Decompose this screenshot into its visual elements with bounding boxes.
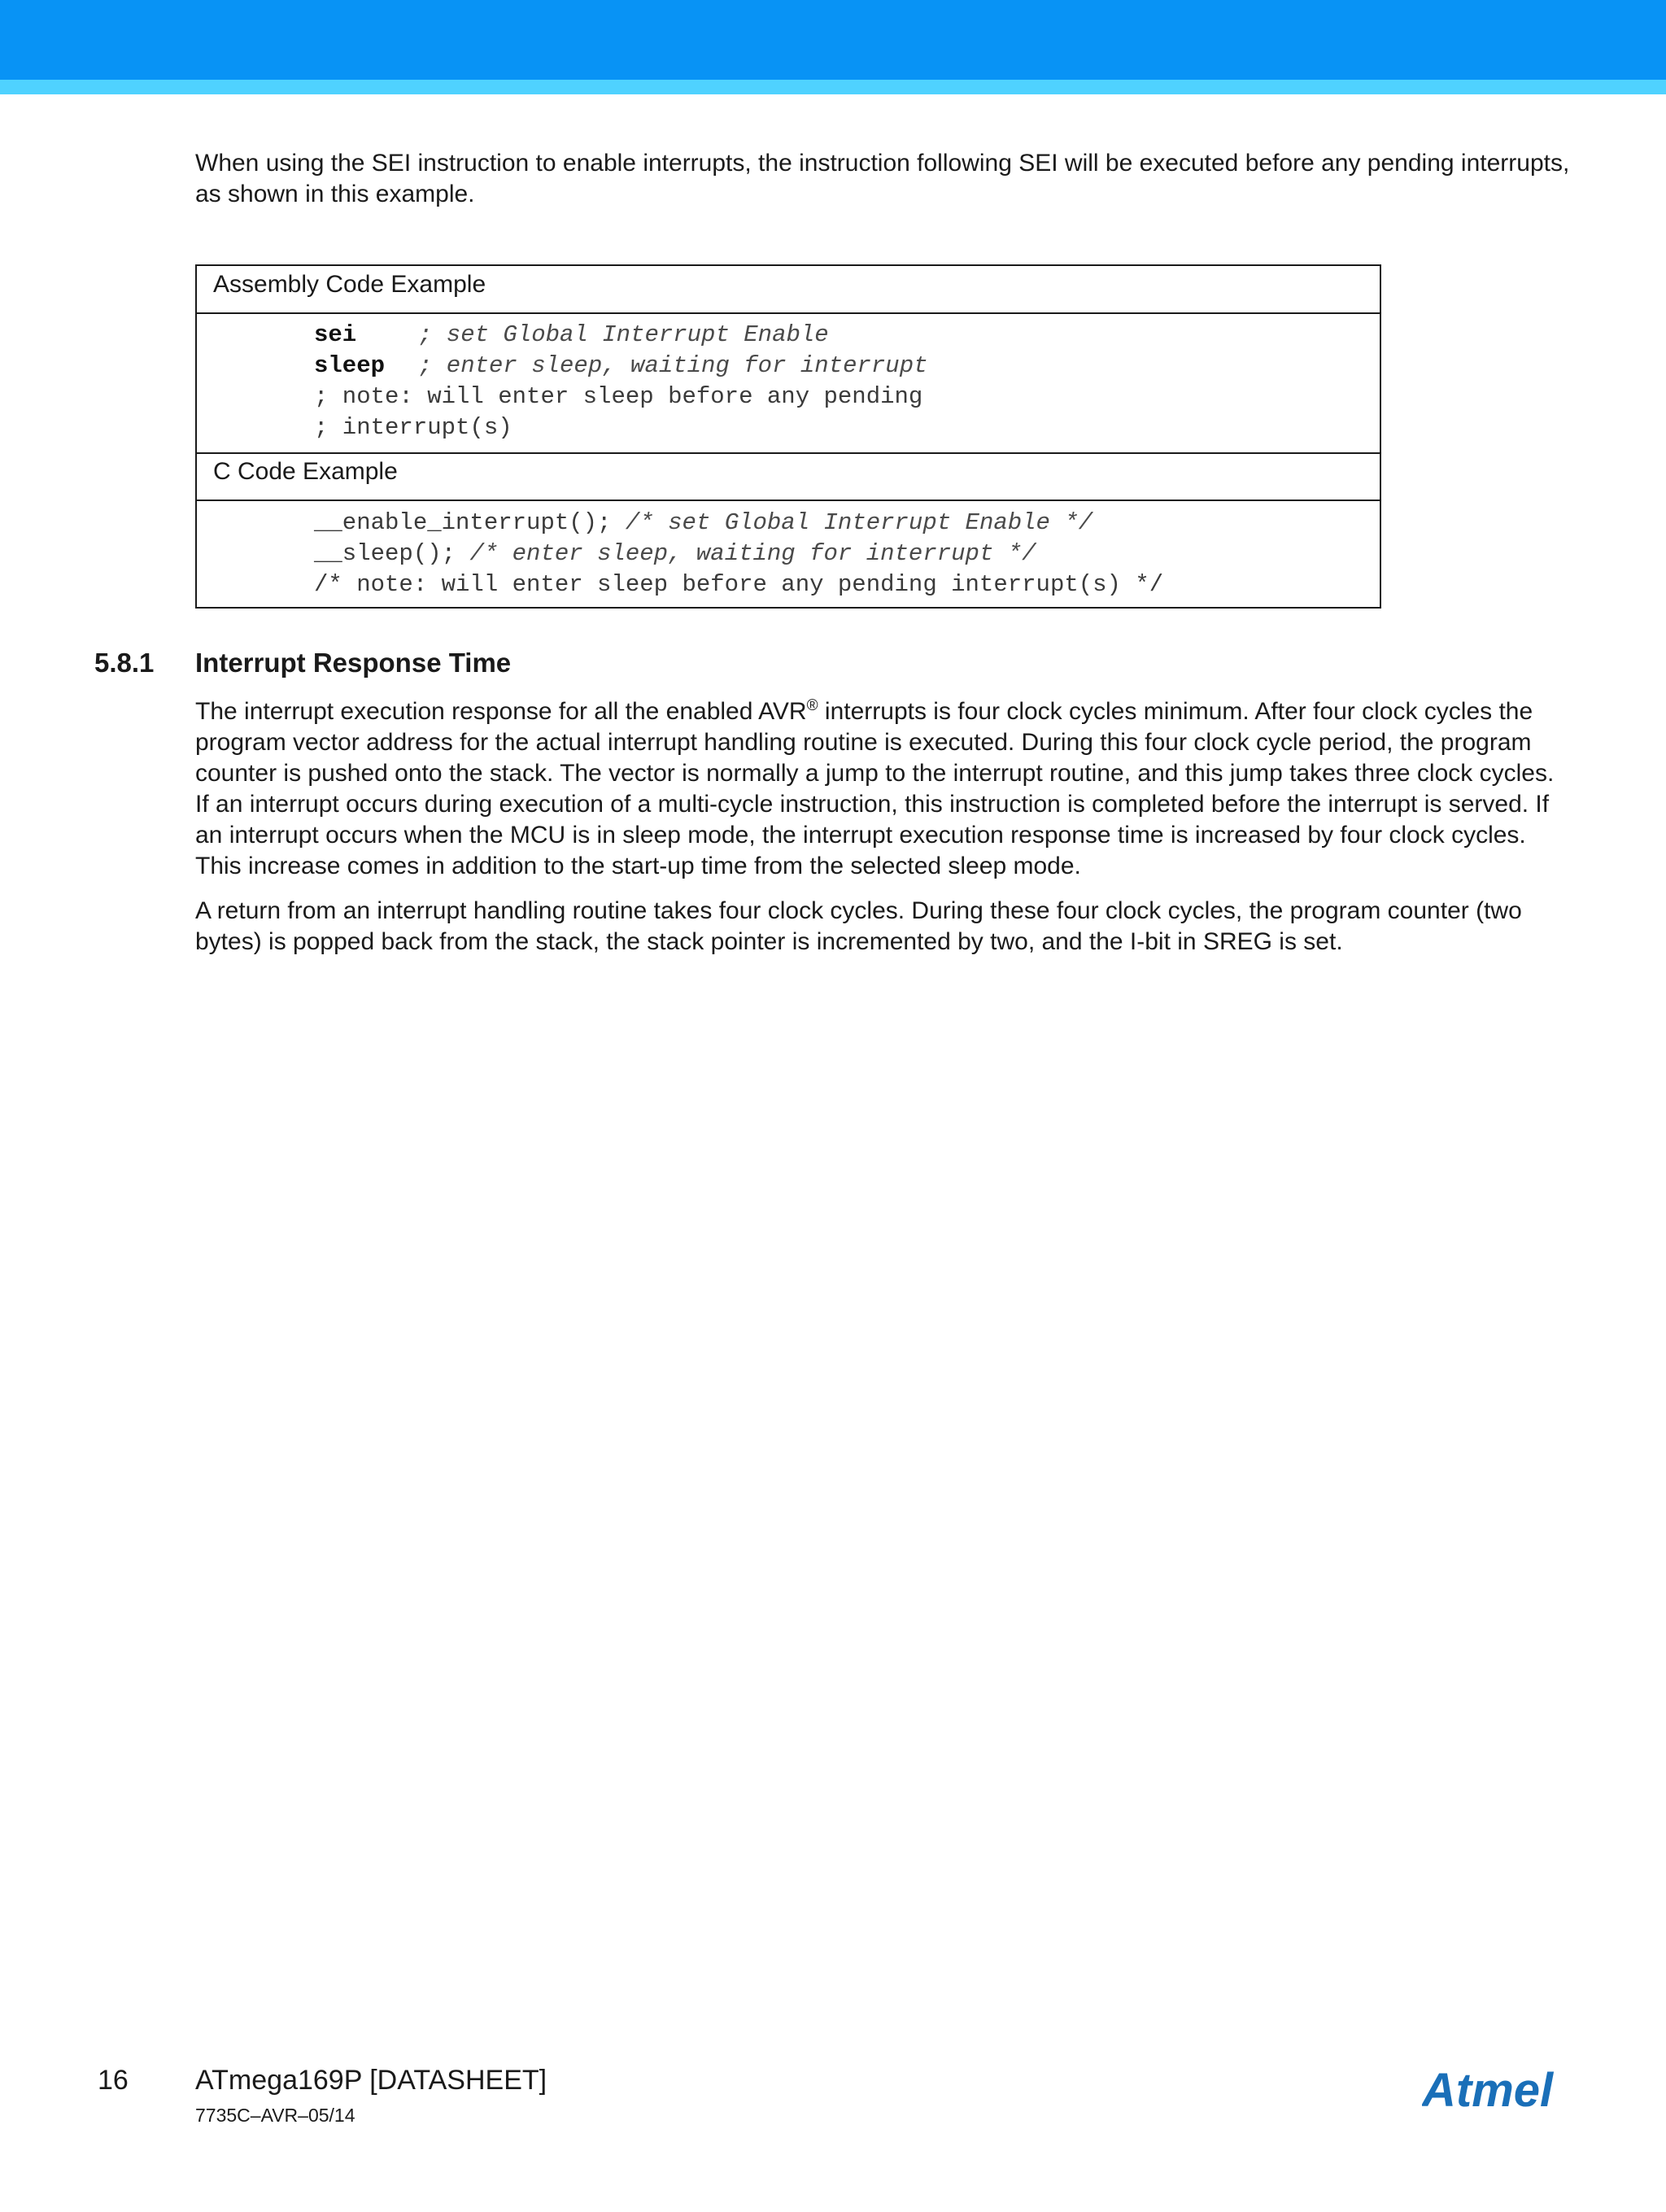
c-code-line bbox=[314, 539, 1036, 569]
atmel-logo bbox=[1422, 2062, 1573, 2118]
code-comment: /* set Global Interrupt Enable */ bbox=[625, 509, 1093, 536]
divider bbox=[197, 500, 1380, 501]
assembly-line bbox=[314, 320, 829, 351]
section-number: 5.8.1 bbox=[94, 648, 155, 678]
paragraph-text: The interrupt execution response for all the enabled AVR bbox=[195, 698, 807, 725]
code-example-table bbox=[195, 264, 1381, 609]
logo-wordmark: Atmel bbox=[1422, 2064, 1554, 2117]
header-accent-stripe bbox=[0, 80, 1666, 94]
paragraph-text: interrupts is four clock cycles minimum. After four clock cycles the program vector address for the actual interrupt handling routine is executed. During this four clock cycle period, the program counter is pushed onto the stack. The vector is normally a jump to the interrupt routine, and this jump takes three clock cycles. If an interrupt occurs during execution of a multi-cycle instruction, this instruction is completed before the interrupt is served. If an interrupt occurs when the MCU is in sleep mode, the interrupt execution response time is increased by four clock cycles. This increase comes in addition to the start-up time from the selected sleep mode. bbox=[195, 698, 1555, 879]
intro-paragraph: When using the SEI instruction to enable interrupts, the instruction following SEI will be executed before any pending interrupts, as shown in this example. bbox=[195, 150, 1570, 207]
code-comment: ; note: will enter sleep before any pending bbox=[314, 383, 923, 410]
code-comment: ; set Global Interrupt Enable bbox=[418, 321, 829, 348]
document-code: 7735C–AVR–05/14 bbox=[195, 2105, 355, 2126]
section-title: Interrupt Response Time bbox=[195, 648, 512, 678]
code-comment: /* enter sleep, waiting for interrupt */ bbox=[469, 540, 1036, 567]
page-number: 16 bbox=[98, 2065, 129, 2096]
assembly-line bbox=[314, 382, 922, 412]
return-paragraph: A return from an interrupt handling routine takes four clock cycles. During these four clock cycles, the program counter (two bytes) is popped back from the stack, the stack pointer is incremented by two, and the I-bit in SREG is set. bbox=[195, 897, 1522, 955]
c-code-line bbox=[314, 569, 1163, 600]
code-comment: ; enter sleep, waiting for interrupt bbox=[418, 352, 928, 379]
assembly-line bbox=[314, 351, 928, 382]
assembly-line bbox=[314, 412, 512, 443]
document-title: ATmega169P [DATASHEET] bbox=[195, 2065, 547, 2096]
assembly-header: Assembly Code Example bbox=[213, 271, 486, 298]
code-statement: __enable_interrupt(); bbox=[314, 509, 626, 536]
c-code-line bbox=[314, 508, 1092, 539]
code-comment: /* note: will enter sleep before any pending interrupt(s) */ bbox=[314, 571, 1164, 598]
code-statement: __sleep(); bbox=[314, 540, 470, 567]
code-keyword: sleep bbox=[314, 352, 386, 379]
divider bbox=[197, 452, 1380, 454]
divider bbox=[197, 312, 1380, 314]
code-keyword: sei bbox=[314, 321, 357, 348]
c-code-header: C Code Example bbox=[213, 458, 398, 485]
registered-mark: ® bbox=[806, 697, 818, 714]
code-comment: ; interrupt(s) bbox=[314, 414, 512, 441]
header-bar bbox=[0, 0, 1666, 80]
response-time-paragraph bbox=[195, 696, 1570, 882]
